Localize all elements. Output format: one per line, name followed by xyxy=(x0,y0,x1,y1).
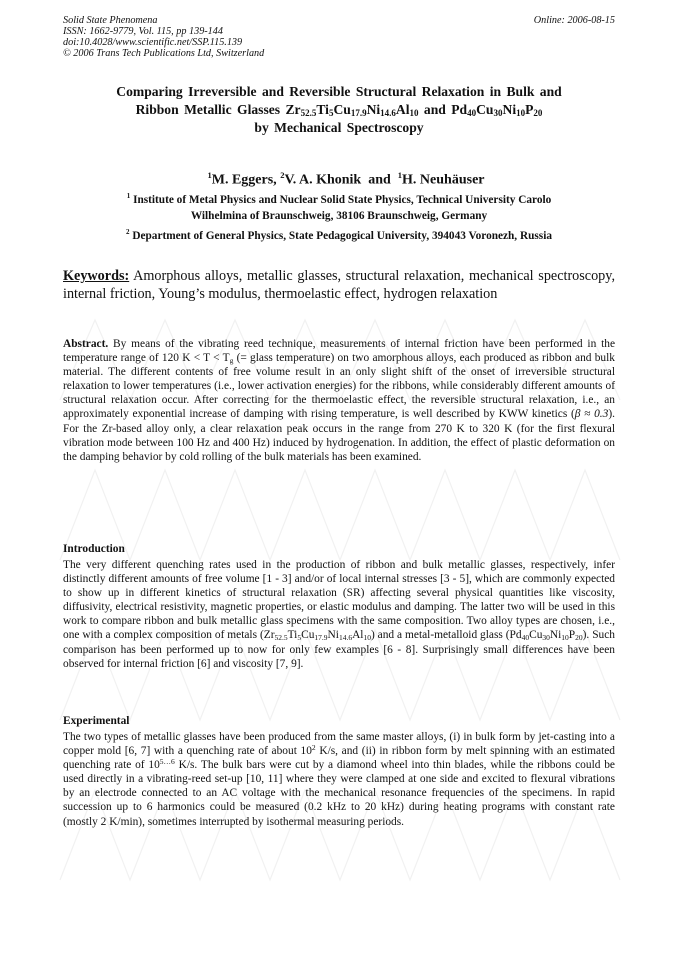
author-name: M. Eggers, xyxy=(211,172,281,188)
keywords-text: Amorphous alloys, metallic glasses, structural relaxation, mechanical spectroscopy, internal friction, Young’s modulus, thermoelastic effect, hydrogen relaxation xyxy=(63,268,615,302)
author-name: V. A. Khonik and xyxy=(284,172,398,188)
abstract-label: Abstract. xyxy=(63,338,109,350)
section-heading-experimental: Experimental xyxy=(63,715,130,727)
copyright-line: © 2006 Trans Tech Publications Ltd, Switzerland xyxy=(63,48,265,59)
keywords xyxy=(63,268,615,303)
experimental-text: The two types of metallic glasses have been produced from the same master alloys, (i) in bulk form by jet-casting into a copper mold [6, 7] with a quenching rate of about $10^2$ K/s, and (ii) in ribbon form by melt spinning with an estimated quenching rate of $10^{5\dots 6}$ K/s. The bulk bars were cut by a diamond wheel into thin blades, while the ribbons could be used directly in a vibrating-reed set-up [10, 11] where they were clamped at one side and excited to flexural vibrations by an electrode connected to an AC voltage with the mechanical resonance frequencies of the specimens. In rapid succession up to 6 harmonics could be measured (0.2 kHz to 20 kHz) during heating programs with constant rate (mostly 2 K/min), sometimes interrupted by isothermal measuring periods. xyxy=(63,731,615,828)
author-affil-sup: 1 xyxy=(397,170,403,180)
title-line-3: by Mechanical Spectroscopy xyxy=(254,120,424,135)
author-affil-sup: 2 xyxy=(280,170,285,180)
author-name: H. Neuhäuser xyxy=(402,172,485,188)
doi-line: doi:10.4028/www.scientific.net/SSP.115.139 xyxy=(63,37,243,48)
title-line-1: Comparing Irreversible and Reversible Structural Relaxation in Bulk and xyxy=(116,84,562,99)
affiliation-1: $^1$ Institute of Metal Physics and Nuclear Solid State Physics, Technical University Carolo xyxy=(126,192,552,206)
issn-line: ISSN: 1662-9779, Vol. 115, pp 139-144 xyxy=(63,26,223,37)
affiliation-1-cont: Wilhelmina of Braunschweig, 38106 Braunschweig, Germany xyxy=(190,209,488,222)
affiliations xyxy=(63,188,615,244)
section-heading-introduction: Introduction xyxy=(63,543,125,555)
title-line-2: Ribbon Metallic Glasses $Zr_{52.5}Ti_5Cu_{17.9}Ni_{14.6}Al_{10}$ and $Pd_{40}Cu_{30}Ni_{10}P_{20}$ xyxy=(135,102,543,118)
paper-title xyxy=(50,83,628,137)
author-affil-sup: 1 xyxy=(207,170,212,180)
affiliation-2: $^2$ Department of General Physics, State Pedagogical University, 394043 Voronezh, Russia xyxy=(126,227,552,242)
publication-header xyxy=(63,15,615,59)
online-date: Online: 2006-08-15 xyxy=(533,15,615,26)
beta-value: β ≈ 0.3 xyxy=(574,408,609,421)
introduction-text: The very different quenching rates used in the production of ribbon and bulk metallic glasses, respectively, infer distinctly different amounts of free volume [1 - 3] and/or of local internal stresses [3 - 5], which are commonly expected to show up in different kinetics of structural relaxation (SR) affecting several physical quantities like viscosity, diffusivity, electrical resistivity, magnetic properties, or elastic modulus and damping. The latter two will be used in this work to compare ribbon and bulk metallic glass specimens with the same composition. Two alloy types are chosen, i.e., one with a complex composition of metals $(Zr_{52.5}Ti_5Cu_{17.9}Ni_{14.6}Al_{10})$ and a metal-metalloid glass $(Pd_{40}Cu_{30}Ni_{10}P_{20})$. Such comparison has been performed up to now for only few examples [6 - 8]. Surprisingly small differences have been observed for internal friction [6] and viscosity [7, 9]. xyxy=(63,559,615,670)
abstract: Abstract. By means of the vibrating reed technique, measurements of internal friction have been performed in the temperature range of 120 $K < T < T_g$ (= glass temperature) on two amorphous alloys, each produced as ribbon and bulk material. The different contents of free volume result in an only slight shift of the onset of irreversible structural relaxation to lower temperatures (i.e., lower activation energies) for the ribbons, while considerably different amounts of structural relaxation occur. After correcting for the thermoelastic effect, the reversible structural relaxation, i.e., an approximately exponential increase of damping with rising temperature, is well described by KWW kinetics (β ≈ 0.3). For the Zr-based alloy only, a clear relaxation peak occurs in the range from 270 K to 320 K (for the first flexural vibration mode between 100 Hz and 400 Hz) induced by hydrogenation. In addition, the effect of plastic deformation on the damping behavior by cold rolling of the bulk materials has been examined. xyxy=(63,338,615,463)
journal-name: Solid State Phenomena xyxy=(63,15,158,26)
keywords-label: Keywords: xyxy=(63,268,130,284)
